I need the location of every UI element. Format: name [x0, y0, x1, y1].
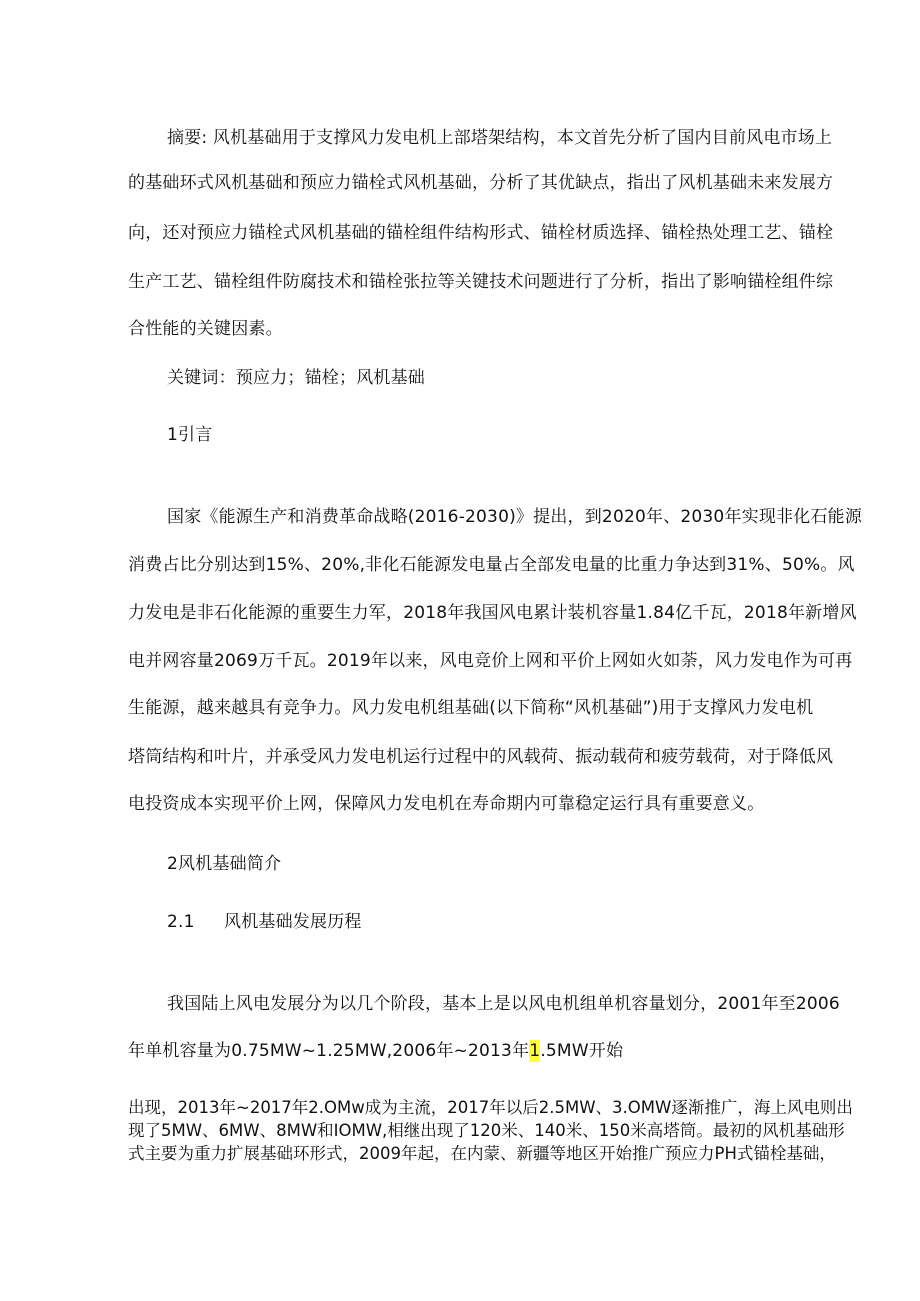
section1-heading: 1引言: [167, 425, 213, 445]
section2-line-3: 出现，2013年~2017年2.OMw成为主流，2017年以后2.5MW、3.OMW逐渐推广，海上风电则出: [128, 1098, 853, 1117]
section2-line-4: 现了5MW、6MW、8MW和IOMW,相继出现了120米、140米、150米高塔筒。最初的风机基础形: [128, 1121, 845, 1140]
section1-line-5: 生能源，越来越具有竞争力。风力发电机组基础(以下简称“风机基础”)用于支撑风力发电机: [128, 698, 814, 718]
section1-line-4: 电并网容量2069万千瓦。2019年以来，风电竞价上网和平价上网如火如荼，风力发电作为可再: [128, 651, 853, 671]
text-highlight-mark: 1: [529, 1041, 541, 1061]
abstract-line-4: 生产工艺、锚栓组件防腐技术和锚栓张拉等关键技术问题进行了分析，指出了影响锚栓组件综: [128, 272, 834, 292]
subheading-number: 2.1: [167, 912, 195, 932]
section1-line-7: 电投资成本实现平价上网，保障风力发电机在寿命期内可靠稳定运行具有重要意义。: [128, 794, 765, 814]
section1-line-6: 塔筒结构和叶片，并承受风力发电机运行过程中的风载荷、振动载荷和疲劳载荷，对于降低风: [128, 747, 834, 767]
section2-line-2: [128, 1040, 828, 1062]
section2-line-1: 我国陆上风电发展分为以几个阶段，基本上是以风电机组单机容量划分，2001年至2006: [167, 994, 840, 1014]
section1-line-3: 力发电是非石化能源的重要生力军，2018年我国风电累计装机容量1.84亿千瓦，2018年新增风: [128, 603, 857, 623]
abstract-line-2: 的基础环式风机基础和预应力锚栓式风机基础，分析了其优缺点，指出了风机基础未来发展方: [128, 173, 834, 193]
abstract-line-1: 摘要: 风机基础用于支撑风力发电机上部塔架结构，本文首先分析了国内目前风电市场上: [167, 128, 833, 148]
abstract-line-3: 向，还对预应力锚栓式风机基础的锚栓组件结构形式、锚栓材质选择、锚栓热处理工艺、锚栓: [128, 223, 834, 243]
subheading-title: 风机基础发展历程: [224, 912, 362, 932]
section2-line-2-end: .5MW开始: [540, 1041, 624, 1061]
section1-line-1: 国家《能源生产和消费革命战略(2016-2030)》提出，到2020年、2030年实现非化石能源: [167, 507, 863, 527]
section2-heading: 2风机基础简介: [167, 854, 282, 874]
keywords: 关键词：预应力；锚栓；风机基础: [167, 368, 425, 388]
abstract-line-5: 合性能的关键因素。: [128, 319, 283, 339]
section2-line-5: 式主要为重力扩展基础环形式，2009年起，在内蒙、新疆等地区开始推广预应力PH式锚栓基础，: [128, 1144, 836, 1163]
section1-line-2: 消费占比分别达到15%、20%,非化石能源发电量占全部发电量的比重力争达到31%、50%。风: [128, 555, 855, 575]
section2-line-2-start: 年单机容量为0.75MW~1.25MW,2006年~2013年: [128, 1041, 530, 1061]
